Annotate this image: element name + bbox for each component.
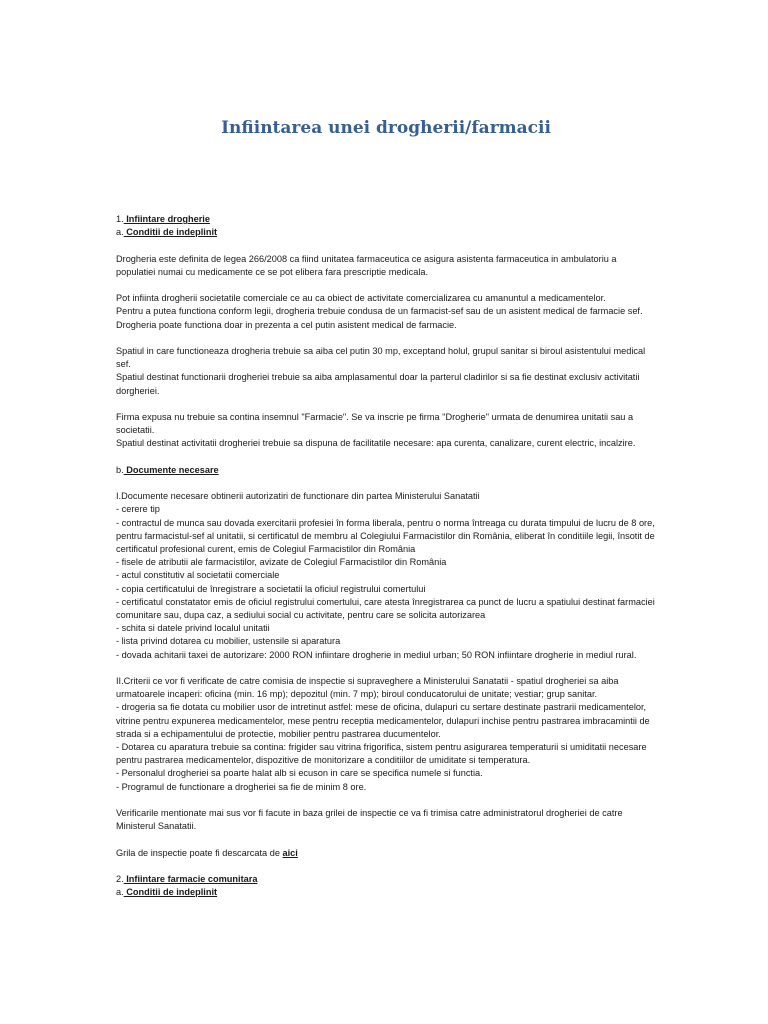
paragraph-grid-download — [116, 847, 656, 860]
list-item: - copia certificatului de înregistrare a societatii la oficiul registrului comertului — [116, 583, 426, 594]
criteria-intro: II.Criterii ce vor fi verificate de catre comisia de inspectie si supraveghere a Ministerului Sanatatii - spatiul drogheriei sa aiba urmatoarele incaperi: oficina (min. 16 mp); depozitul (min. 7 mp); biroul conducatorului de unitate; vestiar; grup sanitar. — [116, 676, 619, 700]
section-1b-heading — [116, 464, 656, 477]
section-2-heading — [116, 873, 656, 886]
download-link[interactable]: aici — [282, 847, 298, 858]
section-1-title: Infiintare drogherie — [123, 214, 210, 224]
list-item: - certificatul constatator emis de oficiul registrului comertului, care atesta înregistrarea ca punct de lucru a spatiului destinat farmaciei comunitare sau, dupa caz, a sediului social cu activitate, pentru care se solicita autorizarea — [116, 596, 655, 620]
paragraph-space — [116, 345, 656, 398]
list-item: - actul constitutiv al societatii comerciale — [116, 570, 280, 581]
section-1b-title: Documente necesare — [123, 464, 219, 475]
paragraph-sign — [116, 411, 656, 451]
paragraph-line: Pentru a putea functiona conform legii, drogheria trebuie condusa de un farmacist-sef sau de un asistent medical de farmacie sef. — [116, 306, 643, 317]
list-item: - Programul de functionare a drogheriei sa fie de minim 8 ore. — [116, 781, 367, 792]
paragraph-line: Spatiul in care functioneaza drogheria trebuie sa aiba cel putin 30 mp, exceptand holul, grupul sanitar si biroul asistentului medical sef. — [116, 345, 646, 370]
section-2-number: 2. — [116, 874, 124, 884]
section-2a-title: Conditii de indeplinit — [123, 887, 218, 898]
grid-text: Grila de inspectie poate fi descarcata de — [116, 847, 283, 858]
paragraph-line: Spatiul destinat functionarii drogheriei trebuie sa aiba amplasamentul doar la parterul cladirilor si sa fie destinat exclusiv activitatii dorgheriei. — [116, 372, 640, 396]
criteria-list — [116, 675, 656, 794]
paragraph-line: Pot infiinta drogherii societatile comerciale ce au ca obiect de activitate comercializarea cu amanuntul a medicamentelor. — [116, 293, 606, 304]
section-1-heading — [116, 213, 656, 226]
list-item: - Dotarea cu aparatura trebuie sa contina: frigider sau vitrina frigorifica, sistem pentru asigurarea temperaturii si umiditatii necesare pentru pastrarea medicamentelor, dispozitive de monitorizare a conditiilor de umiditate si temperatura. — [116, 742, 647, 766]
list-item: - contractul de munca sau dovada exercitarii profesiei în forma liberala, pentru o norma întreaga cu durata timpului de lucru de 8 ore, pentru farmacistul-sef al unitatii, si certificatul de membru al Colegiului Farmacistilor din România, eliberat în conditiile legii, însotit de certificatul profesional curent, emis de Colegiul Farmacistilor din România — [116, 517, 655, 554]
paragraph-line: Firma expusa nu trebuie sa contina insemnul "Farmacie". Se va inscrie pe firma "Drogherie" urmata de denumirea unitatii sau a societatii. — [116, 411, 634, 436]
section-2a-letter: a. — [116, 887, 124, 898]
list-item: - lista privind dotarea cu mobilier, ustensile si aparatura — [116, 636, 341, 647]
paragraph-line: Spatiul destinat activitatii drogheriei trebuie sa dispuna de facilitatile necesare: apa curenta, canalizare, curent electric, incalzire. — [116, 438, 636, 449]
section-2-title: Infiintare farmacie comunitara — [123, 874, 258, 884]
list-item: - dovada achitarii taxei de autorizare: 2000 RON infiintare drogherie in mediul urban; 50 RON infiintare drogherie in mediul rural. — [116, 649, 637, 660]
paragraph-definition: Drogheria este definita de legea 266/2008 ca fiind unitatea farmaceutica ce asigura asistenta farmaceutica in ambulatoriu a populatiei numai cu medicamente ce se pot elibera fara prescriptie medicala. — [116, 253, 617, 277]
documents-intro: I.Documente necesare obtinerii autorizatiri de functionare din partea Ministerului Sanatatii — [116, 491, 480, 502]
list-item: - fisele de atributii ale farmacistilor, avizate de Colegiul Farmacistilor din România — [116, 557, 447, 568]
list-item: - drogeria sa fie dotata cu mobilier usor de intretinut astfel: mese de oficina, dulapuri cu sertare destinate pastrarii medicamentelor, vitrine pentru expunerea medicamentelor, mese pentru receptia medicamentelor, dulapuri inchise pentru pastrarea imbracamintii de strada si a echipamentului de protectie, mobilier pentru pastrarea ducumentelor. — [116, 702, 650, 739]
section-1a-letter: a. — [116, 227, 124, 238]
paragraph-verification: Verificarile mentionate mai sus vor fi facute in baza grilei de inspectie ce va fi trimisa catre administratorul drogheriei de catre Ministerul Sanatatii. — [116, 808, 623, 832]
documents-list — [116, 490, 656, 662]
section-2a-heading — [116, 886, 656, 899]
list-item: - Personalul drogheriei sa poarte halat alb si ecuson in care se specifica numele si functia. — [116, 768, 483, 779]
section-1-heading-block — [116, 213, 656, 239]
list-item: - schita si datele privind localul unitatii — [116, 623, 270, 634]
section-2-heading-block — [116, 873, 656, 899]
section-1b-letter: b. — [116, 464, 124, 475]
section-1a-title: Conditii de indeplinit — [123, 227, 218, 238]
paragraph-owners — [116, 292, 656, 332]
section-1a-heading — [116, 226, 656, 239]
list-item: - cerere tip — [116, 504, 160, 515]
document-title: Infiintarea unei drogherii/farmacii — [221, 118, 551, 138]
section-1-number: 1. — [116, 214, 124, 224]
paragraph-line: Drogheria poate functiona doar in prezenta a cel putin asistent medical de farmacie. — [116, 319, 457, 330]
document-body — [116, 213, 656, 913]
